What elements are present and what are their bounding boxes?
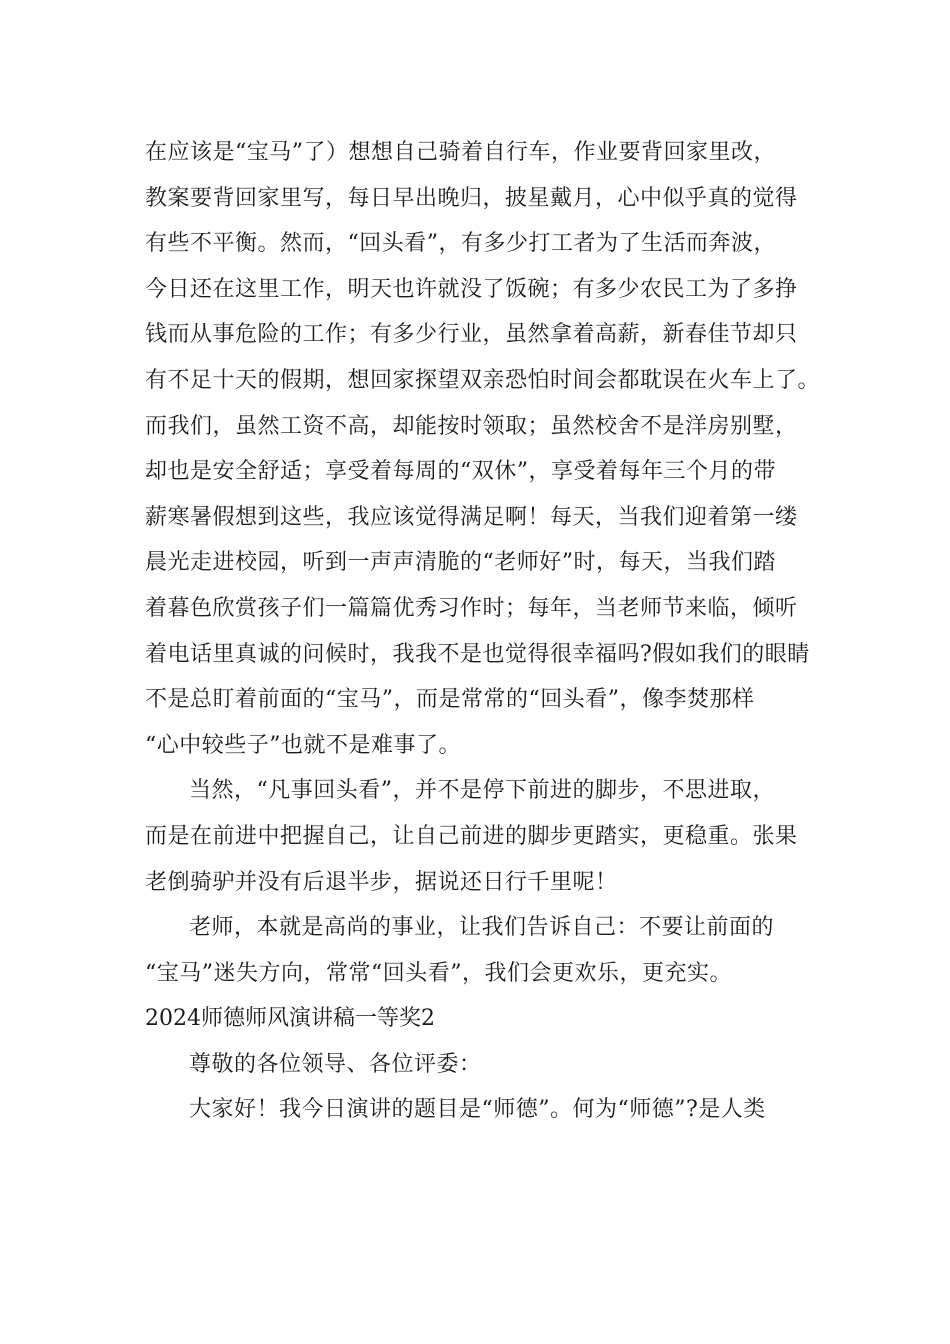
text-line: 今日还在这里工作，明天也许就没了饭碗；有多少农民工为了多挣 [145, 276, 798, 302]
text-line: 晨光走进校园，听到一声声清脆的“老师好”时，每天，当我们踏 [145, 550, 776, 576]
text-line: “心中较些子”也就不是难事了。 [145, 732, 461, 758]
body-text [145, 130, 825, 1133]
paragraph-start-line: 当然，“凡事回头看”，并不是停下前进的脚步，不思进取， [189, 778, 775, 804]
text-line: 薪寒暑假想到这些，我应该觉得满足啊！每天，当我们迎着第一缕 [145, 504, 798, 530]
text-line: 着电话里真诚的问候时，我我不是也觉得很幸福吗?假如我们的眼睛 [145, 641, 810, 667]
text-line: 而我们，虽然工资不高，却能按时领取；虽然校舍不是洋房别墅， [145, 413, 798, 439]
text-line: 有些不平衡。然而，“回头看”，有多少打工者为了生活而奔波， [145, 231, 776, 257]
text-line: 着暮色欣赏孩子们一篇篇优秀习作时；每年，当老师节来临，倾听 [145, 595, 798, 621]
text-line: 在应该是“宝马”了）想想自己骑着自行车，作业要背回家里改， [145, 140, 776, 165]
paragraph-start-line: 大家好！我今日演讲的题目是“师德”。何为“师德”?是人类 [189, 1097, 766, 1123]
text-line: “宝马”迷失方向，常常“回头看”，我们会更欢乐，更充实。 [145, 960, 732, 986]
section-heading: 2024师德师风演讲稿一等奖2 [145, 1006, 435, 1032]
text-line: 钱而从事危险的工作；有多少行业，虽然拿着高薪，新春佳节却只 [145, 322, 798, 348]
text-line: 而是在前进中把握自己，让自己前进的脚步更踏实，更稳重。张果 [145, 823, 798, 849]
paragraph-start-line: 老师，本就是高尚的事业，让我们告诉自己：不要让前面的 [189, 915, 775, 941]
text-line: 却也是安全舒适；享受着每周的“双休”，享受着每年三个月的带 [145, 459, 776, 485]
text-line: 不是总盯着前面的“宝马”，而是常常的“回头看”，像李焚那样 [145, 687, 755, 713]
salutation-line: 尊敬的各位领导、各位评委： [189, 1051, 482, 1077]
text-line: 老倒骑驴并没有后退半步，据说还日行千里呢！ [145, 869, 618, 895]
text-line: 教案要背回家里写，每日早出晚归，披星戴月，心中似乎真的觉得 [145, 185, 798, 211]
text-line: 有不足十天的假期，想回家探望双亲恐怕时间会都耽误在火车上了。 [145, 367, 821, 393]
